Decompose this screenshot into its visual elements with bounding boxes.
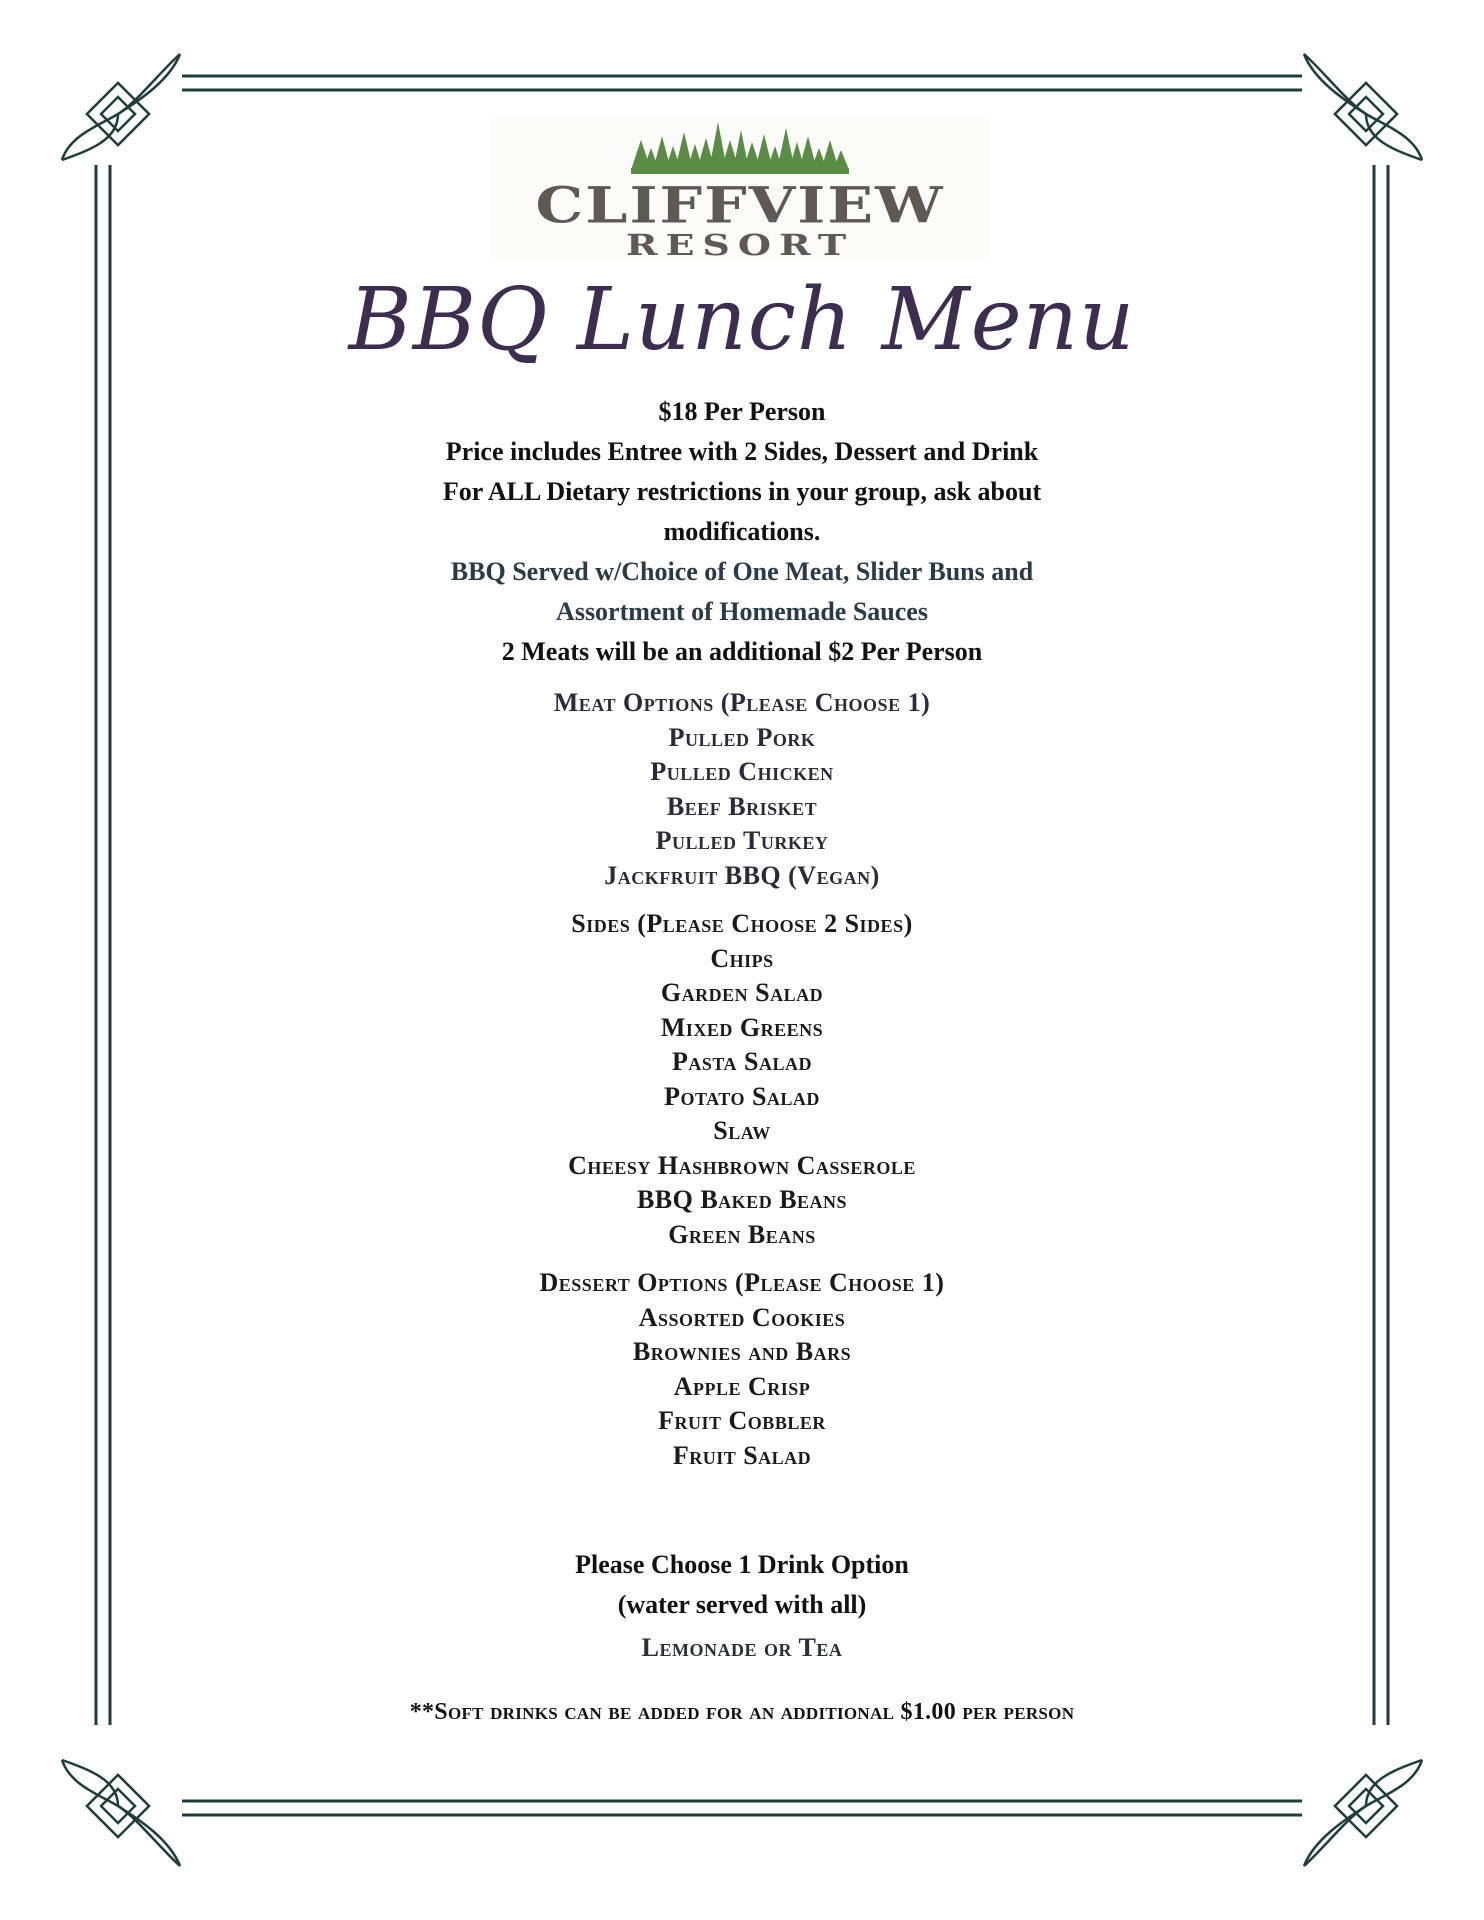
- meat-section: [300, 686, 1184, 893]
- list-item: BBQ Baked Beans: [636, 1185, 848, 1214]
- corner-ornament-tl: [62, 54, 180, 160]
- soft-drinks-footnote: **Soft drinks can be added for an additional $1.00 per person: [409, 1699, 1075, 1725]
- corner-ornament-br: [1304, 1760, 1422, 1866]
- list-item: Chips: [710, 943, 774, 973]
- corner-ornament-bl: [62, 1760, 180, 1866]
- list-item: Cheesy Hashbrown Casserole: [568, 1150, 916, 1180]
- list-item: Potato Salad: [664, 1081, 820, 1111]
- dietary-note-line2: modifications.: [663, 517, 821, 546]
- drink-option: Lemonade or Tea: [641, 1633, 843, 1662]
- list-item: Pulled Turkey: [655, 826, 829, 855]
- list-item: Mixed Greens: [660, 1012, 824, 1042]
- served-note-line2: Assortment of Homemade Sauces: [556, 597, 928, 626]
- list-item: Pasta Salad: [671, 1047, 813, 1076]
- list-item: Slaw: [713, 1116, 771, 1145]
- drink-choice-line2: (water served with all): [617, 1590, 867, 1619]
- corner-ornament-tr: [1304, 54, 1422, 160]
- price-includes: Price includes Entree with 2 Sides, Dessert and Drink: [445, 437, 1039, 466]
- sides-heading: Sides (Please Choose 2 Sides): [571, 909, 913, 938]
- list-item: Green Beans: [668, 1219, 816, 1249]
- list-item: Assorted Cookies: [638, 1302, 846, 1332]
- served-note-line1: BBQ Served w/Choice of One Meat, Slider Buns and: [450, 557, 1034, 586]
- list-item: Garden Salad: [660, 978, 824, 1007]
- meat-heading: Meat Options (Please Choose 1): [553, 688, 931, 717]
- drink-choice-line1: Please Choose 1 Drink Option: [575, 1550, 909, 1579]
- list-item: Apple Crisp: [673, 1371, 811, 1401]
- cliffview-resort-logo: [491, 118, 989, 261]
- list-item: Jackfruit BBQ (Vegan): [604, 860, 880, 890]
- drinks-section: [300, 1545, 1184, 1665]
- list-item: Beef Brisket: [666, 791, 818, 821]
- menu-content: [300, 392, 1184, 1729]
- list-item: Fruit Cobbler: [658, 1406, 826, 1435]
- list-item: Brownies and Bars: [632, 1337, 852, 1366]
- dietary-note-line1: For ALL Dietary restrictions in your group, ask about: [442, 477, 1042, 506]
- sides-section: [300, 907, 1184, 1252]
- extra-meat-note: 2 Meats will be an additional $2 Per Person: [501, 637, 983, 666]
- dessert-section: [300, 1266, 1184, 1473]
- dessert-heading: Dessert Options (Please Choose 1): [539, 1268, 945, 1297]
- pine-trees-icon: [491, 118, 989, 178]
- logo-name-line2: RESORT: [625, 227, 855, 262]
- list-item: Pulled Pork: [668, 722, 816, 752]
- logo-name-line1: CLIFFVIEW: [535, 177, 945, 235]
- list-item: Fruit Salad: [672, 1440, 812, 1470]
- intro-block: [300, 392, 1184, 672]
- menu-title: BBQ Lunch Menu: [348, 270, 1136, 370]
- list-item: Pulled Chicken: [650, 757, 834, 786]
- price-per-person: $18 Per Person: [658, 397, 826, 426]
